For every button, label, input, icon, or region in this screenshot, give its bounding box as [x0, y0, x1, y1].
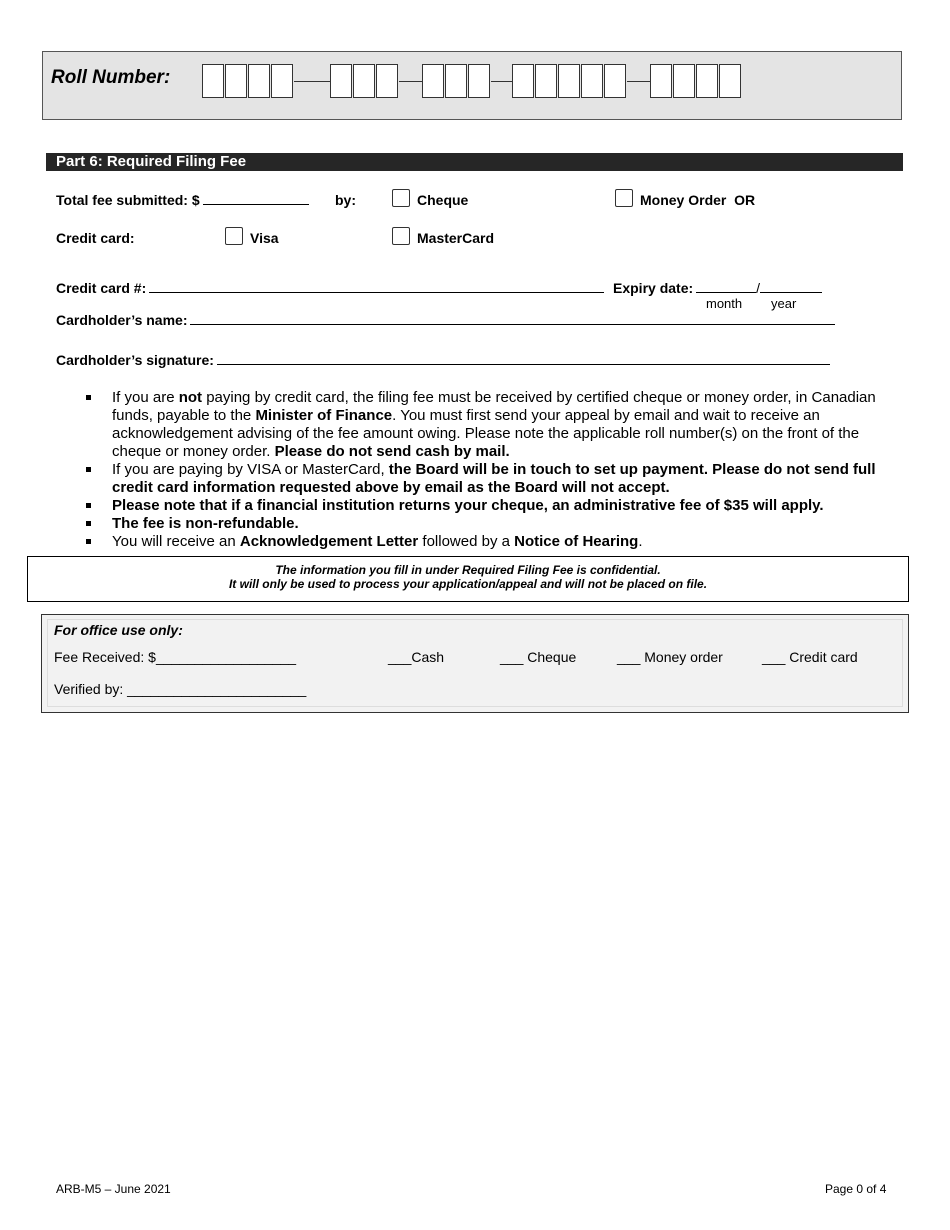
roll-number-cell[interactable] — [696, 64, 718, 98]
money-order-label — [640, 192, 755, 208]
page-number: Page 0 of 4 — [825, 1182, 887, 1196]
or-text: OR — [734, 192, 756, 208]
roll-number-cell[interactable] — [468, 64, 490, 98]
part6-header: Part 6: Required Filing Fee — [46, 153, 903, 171]
office-money-order-option[interactable]: ___ Money order — [617, 649, 723, 665]
by-label: by: — [335, 192, 356, 208]
form-code: ARB-M5 – June 2021 — [56, 1182, 171, 1196]
expiry-label: Expiry date: — [613, 280, 694, 296]
expiry-year-caption: year — [771, 296, 797, 311]
total-fee-text: Total fee submitted: $ — [56, 192, 200, 208]
confidential-notice — [27, 556, 909, 602]
roll-number-cell[interactable] — [202, 64, 224, 98]
cheque-checkbox[interactable] — [392, 189, 410, 207]
cc-number-row — [56, 280, 604, 296]
office-credit-card-option[interactable]: ___ Credit card — [762, 649, 858, 665]
money-order-checkbox[interactable] — [615, 189, 633, 207]
expiry-month-field[interactable] — [696, 280, 756, 293]
list-item: If you are paying by VISA or MasterCard, the Board will be in touch to set up payment. Please do not send full credit card information requested above by email as the Board will not accept. — [86, 461, 898, 497]
expiry-year-field[interactable] — [760, 280, 822, 293]
cardholder-signature-row — [56, 352, 830, 368]
money-order-text: Money Order — [640, 192, 727, 208]
cardholder-name-field[interactable] — [190, 312, 835, 325]
visa-label: Visa — [250, 230, 279, 246]
cheque-label: Cheque — [417, 192, 469, 208]
roll-number-cell[interactable] — [673, 64, 695, 98]
confidential-line-2: It will only be used to process your application/appeal and will not be placed on file. — [228, 577, 708, 591]
fee-received-field[interactable]: Fee Received: $__________________ — [54, 649, 297, 665]
roll-number-cell[interactable] — [225, 64, 247, 98]
roll-number-cell[interactable] — [558, 64, 580, 98]
roll-number-label: Roll Number: — [51, 67, 171, 88]
expiry-row — [613, 280, 822, 296]
cc-number-label: Credit card #: — [56, 280, 147, 296]
total-fee-field[interactable] — [203, 192, 309, 205]
roll-number-cell[interactable] — [650, 64, 672, 98]
roll-number-cell[interactable] — [719, 64, 741, 98]
roll-number-separator — [491, 81, 512, 82]
cc-number-field[interactable] — [149, 280, 604, 293]
expiry-slash: / — [756, 280, 761, 296]
confidential-line-1: The information you fill in under Required Filing Fee is confidential. — [275, 563, 661, 577]
instructions-list — [86, 389, 898, 551]
roll-number-cell[interactable] — [445, 64, 467, 98]
roll-number-cell[interactable] — [271, 64, 293, 98]
roll-number-cell[interactable] — [535, 64, 557, 98]
mastercard-label: MasterCard — [417, 230, 495, 246]
credit-card-label: Credit card: — [56, 230, 135, 246]
cardholder-name-label: Cardholder’s name: — [56, 312, 188, 328]
verified-by-field[interactable]: Verified by: _______________________ — [54, 681, 307, 697]
roll-number-separator — [627, 81, 650, 82]
total-fee-label — [56, 192, 309, 208]
cardholder-name-row — [56, 312, 835, 328]
roll-number-cell[interactable] — [422, 64, 444, 98]
roll-number-cell[interactable] — [353, 64, 375, 98]
office-cash-option[interactable]: ___Cash — [388, 649, 445, 665]
office-cheque-option[interactable]: ___ Cheque — [500, 649, 577, 665]
visa-checkbox[interactable] — [225, 227, 243, 245]
list-item: The fee is non-refundable. — [86, 515, 898, 533]
roll-number-cell[interactable] — [376, 64, 398, 98]
roll-number-cell[interactable] — [330, 64, 352, 98]
roll-number-cell[interactable] — [512, 64, 534, 98]
roll-number-separator — [399, 81, 422, 82]
expiry-month-caption: month — [706, 296, 743, 311]
list-item: If you are not paying by credit card, the filing fee must be received by certified cheque or money order, in Canadian funds, payable to the Minister of Finance. You must first send your appeal by email and wait to receive an acknowledgement advising of the fee amount owing. Please note the applicable roll number(s) on the front of the cheque or money order. Please do not send cash by mail. — [86, 389, 898, 461]
list-item: You will receive an Acknowledgement Letter followed by a Notice of Hearing. — [86, 533, 898, 551]
mastercard-checkbox[interactable] — [392, 227, 410, 245]
roll-number-cell[interactable] — [604, 64, 626, 98]
office-use-title: For office use only: — [54, 622, 183, 638]
cardholder-signature-field[interactable] — [217, 352, 830, 365]
roll-number-separator — [294, 81, 330, 82]
roll-number-cell[interactable] — [581, 64, 603, 98]
list-item: Please note that if a financial institution returns your cheque, an administrative fee of $35 will apply. — [86, 497, 898, 515]
roll-number-cell[interactable] — [248, 64, 270, 98]
cardholder-signature-label: Cardholder’s signature: — [56, 352, 214, 368]
